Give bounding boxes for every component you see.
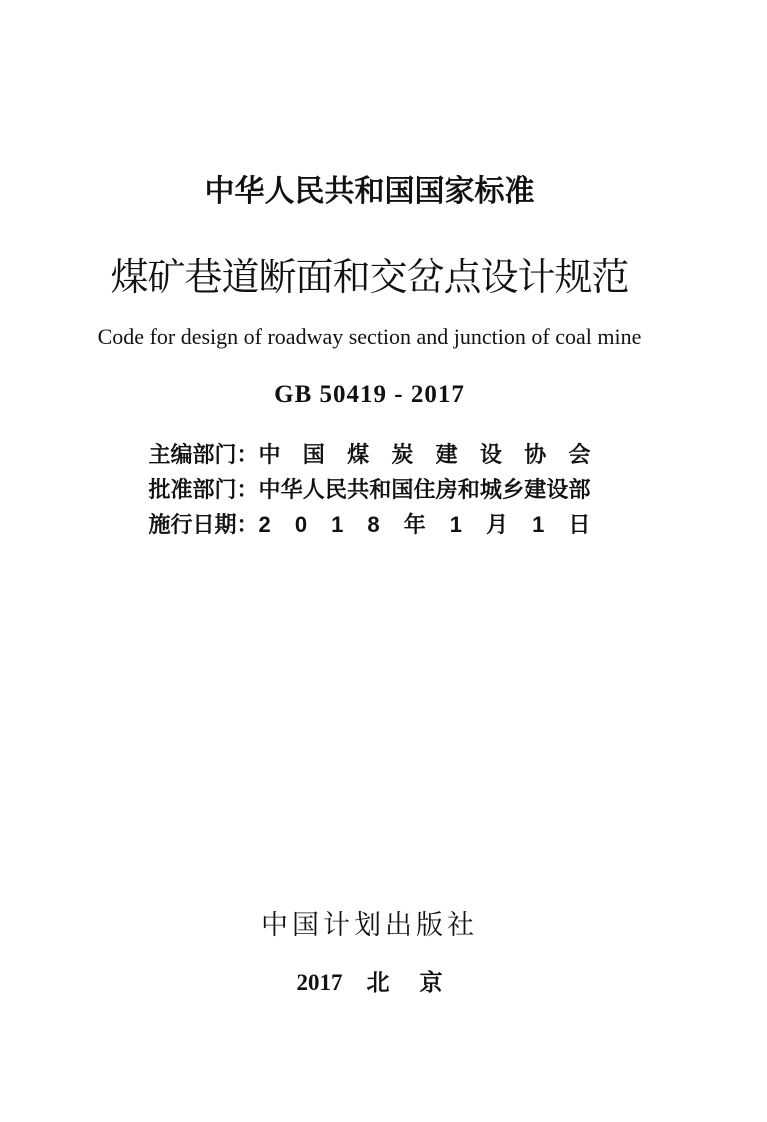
char: 城 [479, 477, 502, 502]
char: 共 [347, 477, 370, 502]
char: 1 [331, 512, 344, 537]
char: 民 [324, 477, 347, 502]
char: 1 [532, 512, 545, 537]
approval-department-line [149, 472, 591, 507]
standard-title-english: Code for design of roadway section and junction of coal mine [97, 324, 642, 349]
char: 国 [391, 477, 414, 502]
chief-editor-value [259, 437, 591, 472]
char: 会 [568, 442, 591, 467]
char: 2 [258, 512, 271, 537]
char: 协 [524, 442, 547, 467]
char: 1 [449, 512, 463, 537]
effective-date-value [259, 507, 591, 542]
char: 华 [280, 477, 303, 502]
approval-department-label: 批准部门： [148, 477, 259, 502]
char: 京 [419, 970, 443, 995]
char: 部 [568, 477, 591, 502]
chief-editor-line [149, 437, 591, 472]
char: 0 [294, 512, 308, 537]
char: 8 [367, 512, 380, 537]
char: 建 [524, 477, 547, 502]
char: 月 [486, 512, 509, 537]
char: 炭 [391, 442, 414, 467]
char: 煤 [347, 442, 370, 467]
standard-number: GB 50419 - 2017 [274, 381, 465, 408]
char: 和 [457, 477, 480, 502]
char: 日 [568, 512, 591, 537]
char: 房 [435, 477, 458, 502]
publication-year-city [0, 964, 753, 997]
publication-info [149, 437, 591, 542]
national-standard-heading: 中华人民共和国国家标准 [204, 175, 535, 208]
char: 中 [258, 477, 281, 502]
char: 设 [479, 442, 502, 467]
char: 人 [302, 477, 325, 502]
effective-date-line [149, 507, 591, 542]
standard-title-chinese: 煤矿巷道断面和交岔点设计规范 [110, 257, 629, 299]
char: 住 [413, 477, 436, 502]
char: 2017 [296, 970, 343, 995]
char: 乡 [502, 477, 525, 502]
char: 年 [403, 512, 426, 537]
char: 和 [369, 477, 392, 502]
char: 北 [366, 970, 390, 995]
char: 国 [302, 442, 325, 467]
char: 设 [546, 477, 569, 502]
chief-editor-label: 主编部门： [148, 442, 259, 467]
publisher-name: 中国计划出版社 [261, 910, 478, 940]
effective-date-label: 施行日期： [148, 512, 259, 537]
char: 中 [258, 442, 281, 467]
approval-department-value [259, 472, 591, 507]
char: 建 [435, 442, 458, 467]
